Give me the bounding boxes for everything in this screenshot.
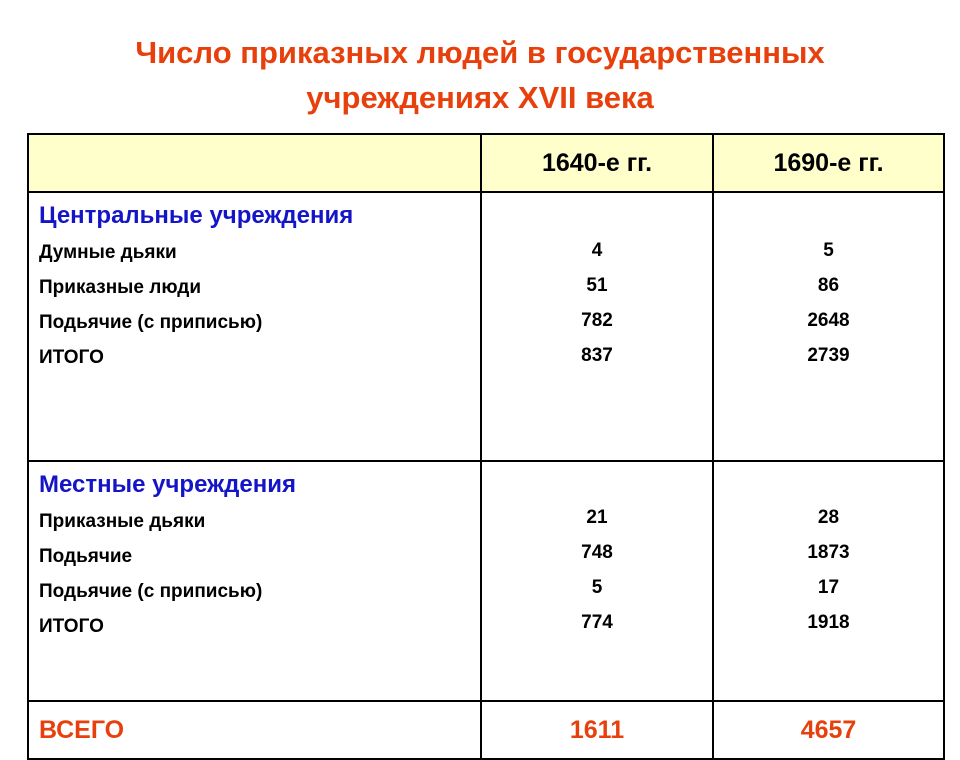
local-heading: Местные учреждения — [39, 471, 296, 498]
total-1690: 4657 — [713, 701, 944, 759]
value: 837 — [581, 345, 613, 366]
value: 5 — [591, 577, 603, 598]
header-1690: 1690-е гг. — [713, 134, 944, 192]
header-1640: 1640-е гг. — [481, 134, 713, 192]
value: 748 — [581, 542, 613, 563]
total-label: ВСЕГО — [28, 701, 481, 759]
local-labels-cell — [28, 461, 481, 701]
local-1640-cell — [481, 461, 713, 701]
table-header-row — [28, 134, 944, 192]
row-label: ИТОГО — [39, 347, 104, 368]
page-title — [0, 30, 960, 120]
value: 782 — [581, 310, 613, 331]
central-1690-cell — [713, 192, 944, 461]
value: 1918 — [807, 612, 850, 633]
central-section-row — [28, 192, 944, 461]
row-label: Приказные люди — [39, 277, 202, 298]
local-section-row — [28, 461, 944, 701]
row-label: Приказные дьяки — [39, 511, 206, 532]
data-table — [27, 133, 945, 760]
header-empty-cell — [28, 134, 481, 192]
total-1640: 1611 — [481, 701, 713, 759]
local-1690-cell — [713, 461, 944, 701]
row-label: Подьячие (с приписью) — [39, 581, 263, 602]
title-line-1: Число приказных людей в государственных — [135, 35, 825, 70]
total-row — [28, 701, 944, 759]
central-labels-cell — [28, 192, 481, 461]
value: 17 — [817, 577, 840, 598]
central-1640-cell — [481, 192, 713, 461]
row-label: Подьячие (с приписью) — [39, 312, 263, 333]
value: 2648 — [807, 310, 850, 331]
value: 774 — [581, 612, 613, 633]
row-label: Думные дьяки — [39, 242, 177, 263]
value: 4 — [591, 240, 603, 261]
value: 2739 — [807, 345, 850, 366]
value: 51 — [586, 275, 608, 296]
row-label: Подьячие — [39, 546, 133, 567]
value: 86 — [817, 275, 840, 296]
value: 1873 — [807, 542, 850, 563]
value: 5 — [823, 240, 834, 261]
title-line-2: учреждениях XVII века — [306, 80, 654, 115]
value: 28 — [817, 507, 840, 528]
central-heading: Центральные учреждения — [39, 202, 354, 229]
value: 21 — [586, 507, 608, 528]
row-label: ИТОГО — [39, 616, 104, 637]
